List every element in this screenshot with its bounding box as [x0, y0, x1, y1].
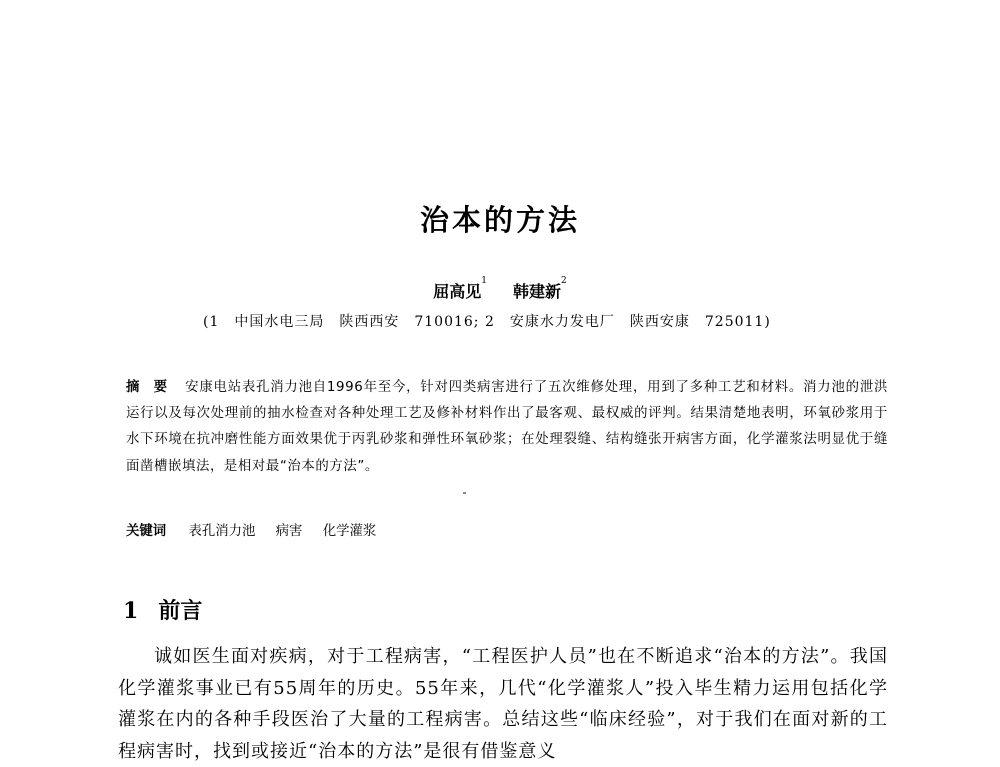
author-name: 韩建新: [513, 282, 562, 301]
abstract-text: 安康电站表孔消力池自1996年至今，针对四类病害进行了五次维修处理，用到了多种工艺和材料。消力池的泄洪运行以及每次处理前的抽水检查对各种处理工艺及修补材料作出了最客观、最权威的评判。结果清楚地表明，环氧砂浆用于水下环境在抗冲磨性能方面效果优于丙乳砂浆和弹性环氧砂浆；在处理裂缝、结构缝张开病害方面，化学灌浆法明显优于缝面凿槽嵌填法，是相对最“治本的方法”。: [126, 380, 888, 474]
keyword: 病害: [275, 524, 303, 539]
keyword: 化学灌浆: [322, 524, 377, 539]
keywords-label: 关键词: [126, 524, 167, 539]
affiliations: (1 中国水电三局 陕西西安 710016; 2 安康水力发电厂 陕西安康 725011): [203, 314, 771, 330]
scan-speck: [463, 492, 466, 494]
keywords: [126, 520, 392, 539]
author-line: [0, 276, 1000, 302]
author-name: 屈高见: [433, 282, 482, 301]
abstract-label: 摘要: [126, 380, 182, 395]
paper-title: 治本的方法: [419, 203, 580, 237]
keyword: 表孔消力池: [188, 524, 256, 539]
section-title: 前言: [158, 598, 203, 624]
section-number: 1: [123, 598, 139, 624]
section-heading: [123, 594, 202, 625]
abstract: [126, 375, 888, 480]
affiliation-mark: 2: [561, 276, 567, 286]
body-paragraph: 诚如医生面对疾病，对于工程病害，“工程医护人员”也在不断追求“治本的方法”。我国化学灌浆事业已有55周年的历史。55年来，几代“化学灌浆人”投入毕生精力运用包括化学灌浆在内的各种手段医治了大量的工程病害。总结这些“临床经验”，对于我们在面对新的工程病害时，找到或接近“治本的方法”是很有借鉴意义: [118, 646, 888, 762]
affiliation-mark: 1: [481, 276, 487, 286]
